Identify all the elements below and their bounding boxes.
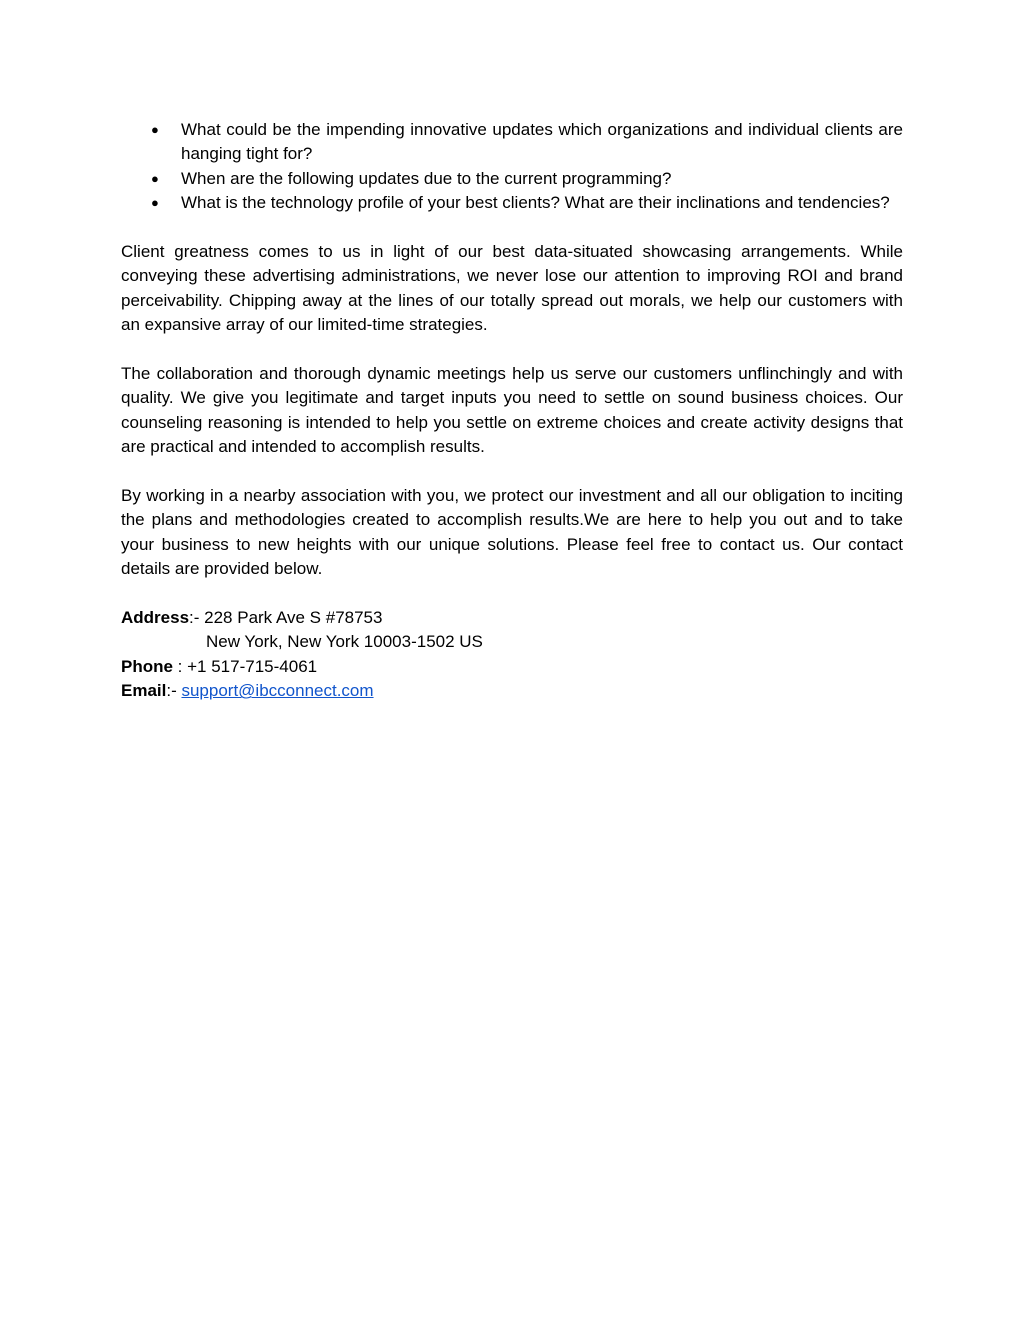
phone-value: +1 517-715-4061 — [187, 656, 318, 676]
list-item — [121, 191, 903, 215]
list-item-text: What could be the impending innovative updates which organizations and individual clients are hanging tight for? — [181, 120, 903, 164]
list-item — [121, 118, 903, 167]
paragraph-client-greatness: Client greatness comes to us in light of our best data-situated showcasing arrangements. While conveying these advertising administrations, we never lose our attention to improving ROI and brand perceivability. Chipping away at the lines of our totally spread out morals, we help our customers with an expansive array of our limited-time strategies. — [121, 242, 903, 335]
document-page — [121, 118, 903, 704]
email-label: Email — [121, 681, 167, 701]
paragraph-association: By working in a nearby association with you, we protect our investment and all our obligation to inciting the plans and methodologies created to accomplish results.We are here to help you out and to take your business to new heights with our unique solutions. Please feel free to contact us. Our contact details are provided below. — [121, 486, 903, 579]
email-separator: :- — [166, 681, 182, 701]
email-link[interactable]: support@ibcconnect.com — [181, 681, 374, 701]
bullet-icon: ● — [151, 195, 159, 211]
list-item-text: When are the following updates due to the current programming? — [181, 168, 672, 188]
question-list — [121, 118, 903, 216]
phone-line — [121, 655, 903, 679]
address-value-line2: New York, New York 10003-1502 US — [206, 632, 483, 652]
phone-separator: : — [172, 656, 188, 676]
email-line — [121, 679, 903, 703]
address-separator: :- — [189, 608, 205, 628]
bullet-icon: ● — [151, 122, 159, 137]
list-item — [121, 167, 903, 191]
contact-details — [121, 606, 903, 704]
phone-label: Phone — [121, 656, 173, 676]
list-item-text: What is the technology profile of your best clients? What are their inclinations and tendencies? — [181, 193, 890, 213]
address-value-line1: 228 Park Ave S #78753 — [204, 608, 383, 628]
bullet-icon: ● — [151, 170, 159, 186]
address-line-2 — [121, 630, 903, 654]
paragraph-collaboration: The collaboration and thorough dynamic meetings help us serve our customers unflinchingly and with quality. We give you legitimate and target inputs you need to settle on sound business choices. Our counseling reasoning is intended to help you settle on extreme choices and create activity designs that are practical and intended to accomplish results. — [121, 364, 903, 457]
address-line — [121, 606, 903, 630]
address-label: Address — [121, 608, 190, 628]
